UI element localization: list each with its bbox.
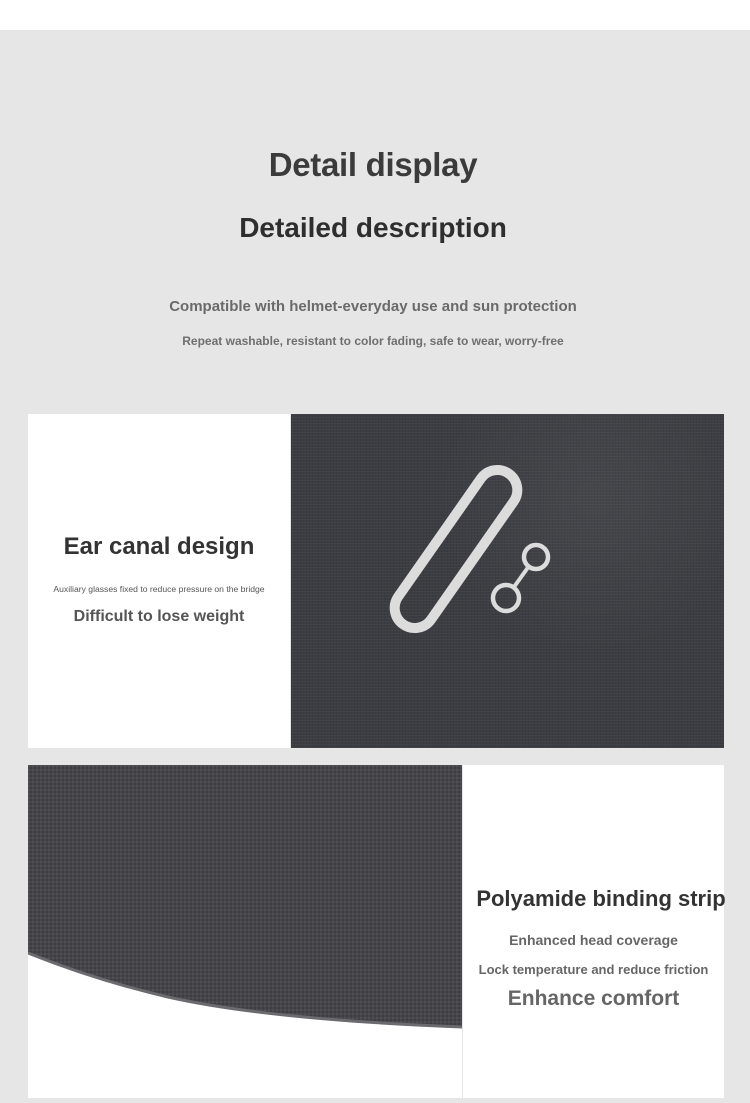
binding-fabric-image xyxy=(28,765,462,1098)
binding-feature-3: Enhance comfort xyxy=(507,987,680,1010)
ear-loop-icon xyxy=(291,414,724,748)
fabric-edge-shape xyxy=(28,765,462,1098)
ear-section-small-text: Auxiliary glasses fixed to reduce pressure on the bridge xyxy=(53,584,265,594)
description-line-2: Repeat washable, resistant to color fading, safe to wear, worry-free xyxy=(182,334,564,348)
section-title: Detail display xyxy=(268,146,478,183)
binding-section-title: Polyamide binding strip xyxy=(476,886,726,911)
ear-text-panel xyxy=(28,414,290,748)
section-subtitle: Detailed description xyxy=(239,212,507,243)
description-line-1: Compatible with helmet-everyday use and sun protection xyxy=(169,298,577,315)
top-white-strip xyxy=(0,0,750,30)
binding-feature-2: Lock temperature and reduce friction xyxy=(478,962,709,977)
ear-section-title: Ear canal design xyxy=(63,533,255,560)
binding-feature-1: Enhanced head coverage xyxy=(509,932,678,948)
ear-section-tagline: Difficult to lose weight xyxy=(73,608,245,625)
